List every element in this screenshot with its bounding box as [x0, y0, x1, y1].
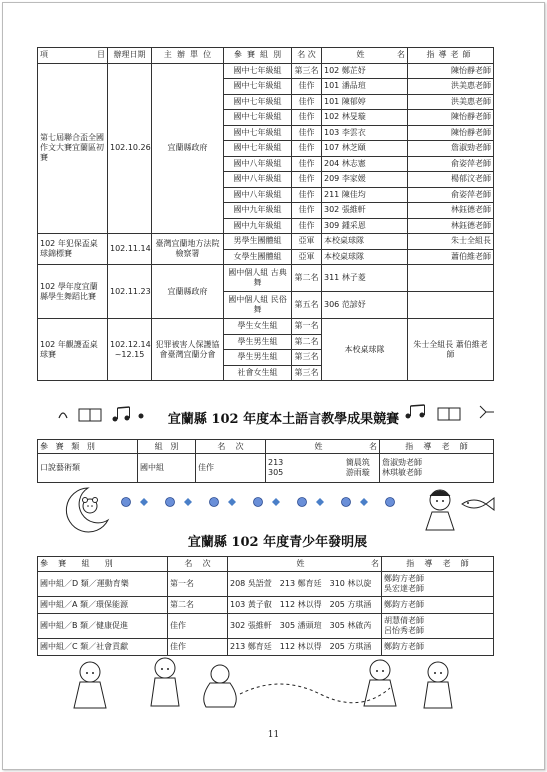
rank-cell: 佳作: [292, 187, 322, 203]
student-cell: 209 李家媛: [322, 172, 408, 188]
student-cell: 204 林志憲: [322, 156, 408, 172]
student-cell: 306 范諺妤: [322, 292, 408, 319]
group-cell: 國中個人組 古典舞: [224, 265, 292, 292]
teacher-cell: 楊郁汶老師: [408, 172, 494, 188]
student-cell: 101 陳郁婷: [322, 94, 408, 110]
rank-cell: 佳作: [292, 79, 322, 95]
table-header-row: [38, 557, 494, 572]
group-cell: 國中個人組 民俗舞: [224, 292, 292, 319]
teacher-cell: 陳怡靜老師: [408, 125, 494, 141]
students-cell: 213 簡晨筑 305 游雨璇: [266, 454, 380, 483]
rank-cell: 第三名: [292, 63, 322, 79]
rank-cell: 佳作: [168, 614, 228, 639]
group-cell: 社會女生組: [224, 365, 292, 381]
students-cell: 103 黃子叡 112 林以得 205 方琪涵: [228, 597, 382, 614]
group-cell: 國中組／B 類／健康促進: [38, 614, 168, 639]
rank-cell: 佳作: [292, 156, 322, 172]
competition-name-cell: 102 學年度宜蘭縣學生舞蹈比賽: [38, 265, 108, 319]
group-cell: 國中組／A 類／環保能源: [38, 597, 168, 614]
group-cell: 國中七年級組: [224, 94, 292, 110]
group-cell: 國中七年級組: [224, 125, 292, 141]
rank-cell: 第三名: [292, 350, 322, 366]
teachers-cell: 鄭鈞方老師 吳宏達老師: [382, 572, 494, 597]
rank-cell: 第二名: [292, 265, 322, 292]
group-cell: 國中七年級組: [224, 63, 292, 79]
rank-cell: 亞軍: [292, 249, 322, 265]
rank-cell: 亞軍: [292, 234, 322, 250]
student-cell: 本校桌球隊: [322, 249, 408, 265]
competition-name-cell: 102 年觀護盃桌球賽: [38, 319, 108, 381]
teacher-cell: 俞姿萍老師: [408, 156, 494, 172]
header-rank: 名 次: [292, 48, 322, 64]
date-cell: 102.12.14 ~12.15: [108, 319, 152, 381]
organizer-cell: 臺灣宜蘭地方法院檢察署: [152, 234, 224, 265]
rank-cell: 佳作: [292, 110, 322, 126]
student-cell: 102 鄭芷妤: [322, 63, 408, 79]
date-cell: 102.10.26: [108, 63, 152, 234]
organizer-cell: 宜蘭縣政府: [152, 63, 224, 234]
header-teacher: 指導老師: [408, 48, 494, 64]
group-cell: 國中組／D 類／運動育樂: [38, 572, 168, 597]
group-cell: 學生男生組: [224, 334, 292, 350]
header-teacher: 指 導 老 師: [380, 440, 494, 454]
student-cell: 107 林芝頤: [322, 141, 408, 157]
decoration-dots-row: [118, 495, 418, 509]
student-cell: 311 林子菱: [322, 265, 408, 292]
rank-cell: 佳作: [292, 203, 322, 219]
students-cell: 208 吳語萱 213 鄭育廷 310 林以旋: [228, 572, 382, 597]
teacher-cell: [408, 265, 494, 292]
section-title-native-language: 宜蘭縣 102 年度本土語言教學成果競賽: [167, 412, 400, 427]
header-date: 辦理日期: [108, 48, 152, 64]
group-cell: 國中九年級組: [224, 218, 292, 234]
student-cell: 302 張維軒: [322, 203, 408, 219]
group-cell: 國中七年級組: [224, 141, 292, 157]
date-cell: 102.11.14: [108, 234, 152, 265]
teacher-cell: 林鈺德老師: [408, 203, 494, 219]
student-cell: 103 李雲衣: [322, 125, 408, 141]
teacher-cell: 蕭伯維老師: [408, 249, 494, 265]
section-title-invention: 宜蘭縣 102 年度青少年發明展: [187, 535, 368, 550]
group-cell: 國中組／C 類／社會貢獻: [38, 639, 168, 656]
students-cell: 302 張維軒 305 潘頭瑄 305 林啟芮: [228, 614, 382, 639]
group-cell: 國中八年級組: [224, 187, 292, 203]
student-cell: 102 林旻璇: [322, 110, 408, 126]
group-cell: 學生女生組: [224, 319, 292, 335]
group-cell: 國中七年級組: [224, 110, 292, 126]
table-row: [38, 265, 494, 292]
table-row: [38, 319, 494, 335]
competition-name-cell: 第七屆聯合盃全國作文大賽宜蘭區初賽: [38, 63, 108, 234]
group-cell: 國中七年級組: [224, 79, 292, 95]
table-row: [38, 63, 494, 79]
dots-decoration-icon: [118, 495, 418, 509]
header-rank: 名 次: [196, 440, 266, 454]
decoration-band-1-right: [400, 402, 500, 424]
teachers-cell: 鄭鈞方老師: [382, 597, 494, 614]
table-row: [38, 572, 494, 597]
teachers-cell: 胡慧倩老師 呂怡秀老師: [382, 614, 494, 639]
table-row: [38, 234, 494, 250]
header-student: 姓 名: [322, 48, 408, 64]
children-playing-icon: [70, 654, 470, 716]
teacher-cell: 俞姿萍老師: [408, 187, 494, 203]
student-cell: 101 潘品瑄: [322, 79, 408, 95]
table-row: [38, 454, 494, 483]
competition-name-cell: 102 年犯保盃桌球錦標賽: [38, 234, 108, 265]
teachers-cell: 鄭鈞方老師: [382, 639, 494, 656]
teacher-cell: 詹淑勁老師: [408, 141, 494, 157]
students-cell: 213 鄭育廷 112 林以得 205 方琪涵: [228, 639, 382, 656]
header-organizer: 主 辦 單 位: [152, 48, 224, 64]
header-student: 姓 名: [266, 440, 380, 454]
rank-cell: 第三名: [292, 365, 322, 381]
teacher-cell: 朱士全組長: [408, 234, 494, 250]
competition-table-body: [38, 48, 494, 381]
teacher-cell: 陳怡靜老師: [408, 110, 494, 126]
table-row: [38, 597, 494, 614]
rank-cell: 第五名: [292, 292, 322, 319]
group-cell: 國中八年級組: [224, 156, 292, 172]
children-decoration: [70, 654, 470, 716]
header-rank: 名 次: [168, 557, 228, 572]
group-cell: 學生男生組: [224, 350, 292, 366]
teacher-cell: 陳怡靜老師: [408, 63, 494, 79]
group-cell: 國中八年級組: [224, 172, 292, 188]
rank-cell: 佳作: [292, 141, 322, 157]
teacher-cell: 朱士全組長 蕭伯維老師: [408, 319, 494, 381]
student-cell: 211 陳佳均: [322, 187, 408, 203]
group-cell: 女學生團體組: [224, 249, 292, 265]
organizer-cell: 宜蘭縣政府: [152, 265, 224, 319]
header-item: 項 目: [38, 48, 108, 64]
teacher-cell: 洪美惠老師: [408, 94, 494, 110]
child-with-fish-icon: [418, 486, 498, 534]
teachers-cell: 詹淑勁老師 林琪敏老師: [380, 454, 494, 483]
header-teacher: 指 導 老 師: [382, 557, 494, 572]
group-cell: 國中組: [138, 454, 196, 483]
student-cell: 本校桌球隊: [322, 234, 408, 250]
rank-cell: 佳作: [196, 454, 266, 483]
student-cell: 本校桌球隊: [322, 319, 408, 381]
table-row: [38, 614, 494, 639]
table-row: [38, 639, 494, 656]
table-header-row: [38, 48, 494, 64]
header-category: 參 賽 類 別: [38, 440, 138, 454]
category-cell: 口說藝術類: [38, 454, 138, 483]
header-group: 參 賽 組 別: [224, 48, 292, 64]
teacher-cell: 洪美惠老師: [408, 79, 494, 95]
rank-cell: 佳作: [292, 218, 322, 234]
header-group: 參 賽 組 別: [38, 557, 168, 572]
teacher-cell: [408, 292, 494, 319]
rank-cell: 第二名: [292, 334, 322, 350]
music-notes-icon: [400, 402, 500, 424]
page-number: 11: [267, 730, 280, 740]
group-cell: 國中九年級組: [224, 203, 292, 219]
moon-bear-icon: [58, 484, 118, 534]
student-cell: 309 鍾采恩: [322, 218, 408, 234]
invention-table: [37, 556, 494, 656]
teacher-cell: 林鈺德老師: [408, 218, 494, 234]
header-group: 組 別: [138, 440, 196, 454]
table-header-row: [38, 440, 494, 454]
rank-cell: 第一名: [292, 319, 322, 335]
rank-cell: 佳作: [292, 125, 322, 141]
decoration-band-2: [58, 484, 118, 534]
group-cell: 男學生團體組: [224, 234, 292, 250]
rank-cell: 佳作: [168, 639, 228, 656]
date-cell: 102.11.23: [108, 265, 152, 319]
rank-cell: 佳作: [292, 172, 322, 188]
rank-cell: 第二名: [168, 597, 228, 614]
organizer-cell: 犯罪被害人保護協會臺灣宜蘭分會: [152, 319, 224, 381]
header-student: 姓 名: [228, 557, 382, 572]
decoration-band-2-right: [418, 486, 498, 534]
rank-cell: 佳作: [292, 94, 322, 110]
competition-table: [37, 47, 494, 381]
native-language-table: [37, 439, 494, 483]
rank-cell: 第一名: [168, 572, 228, 597]
